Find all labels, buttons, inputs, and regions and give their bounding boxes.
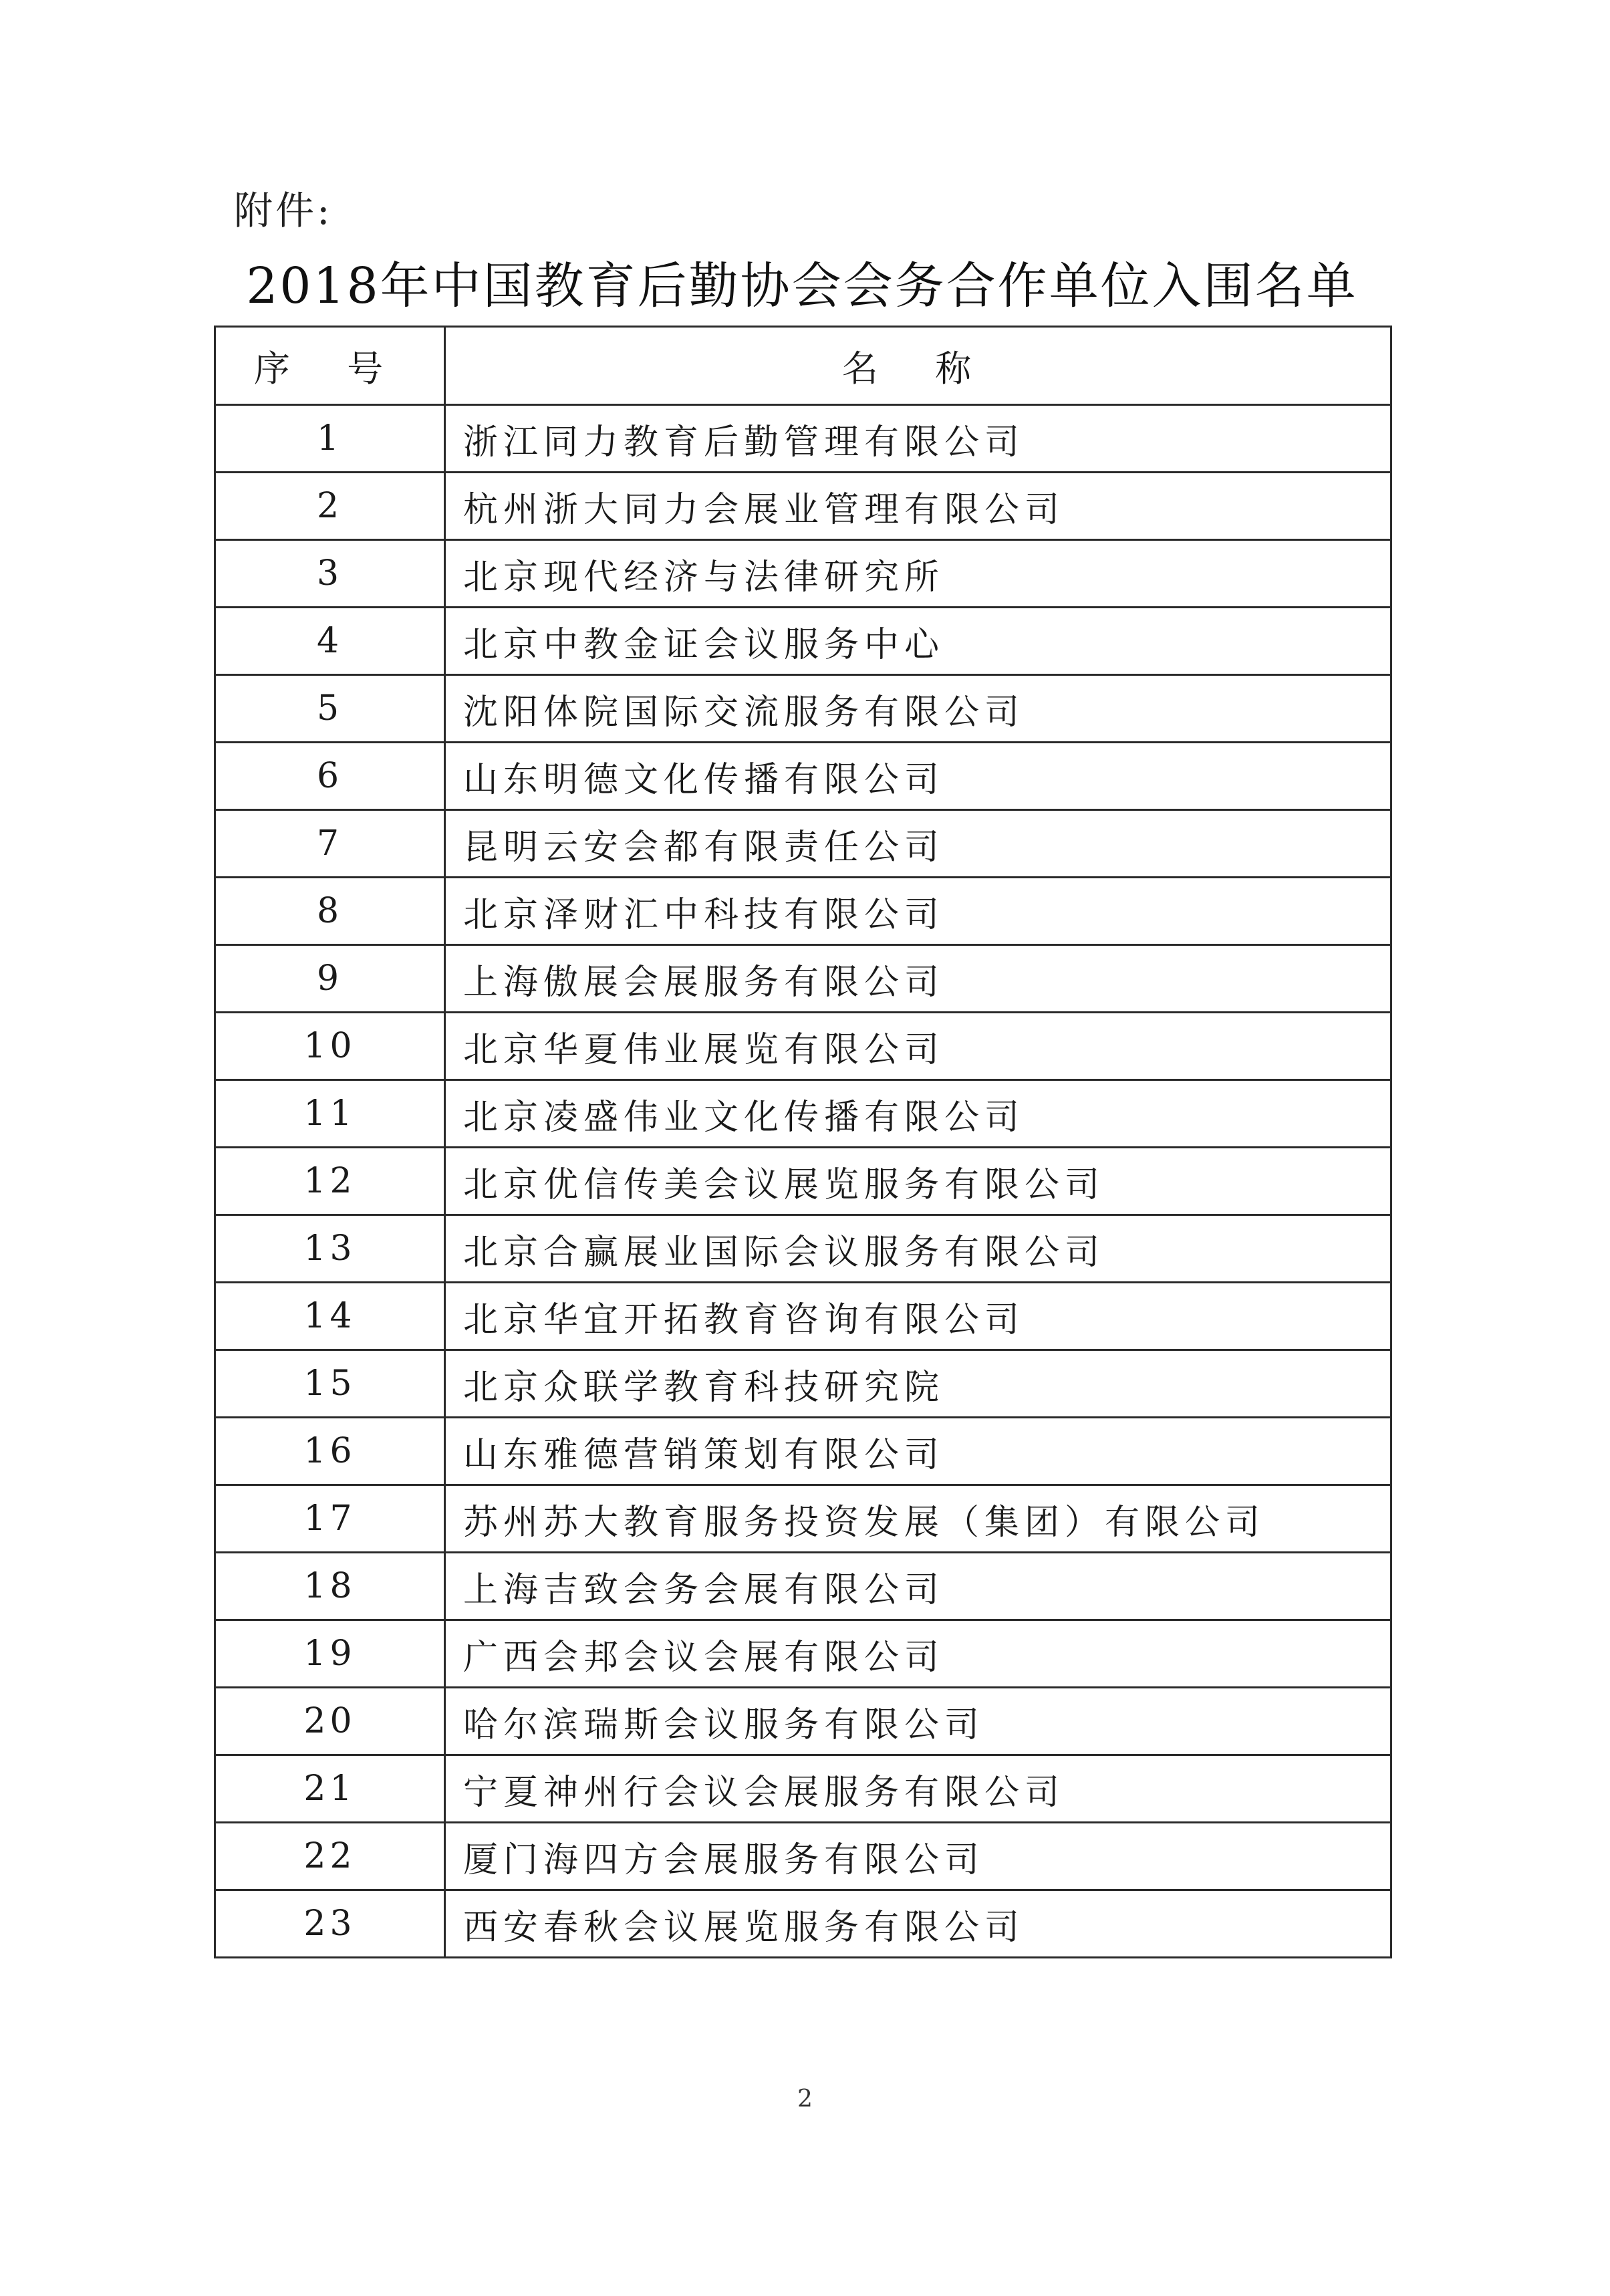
- row-seq: 18: [215, 1553, 445, 1620]
- row-company-name: 浙江同力教育后勤管理有限公司: [445, 405, 1391, 473]
- row-seq: 23: [215, 1890, 445, 1958]
- table-row: [215, 945, 1391, 1013]
- row-company-name: 哈尔滨瑞斯会议服务有限公司: [445, 1688, 1391, 1755]
- row-seq: 21: [215, 1755, 445, 1823]
- row-company-name: 广西会邦会议会展有限公司: [445, 1620, 1391, 1688]
- table-header-row: [215, 327, 1391, 405]
- row-seq: 10: [215, 1013, 445, 1080]
- table-row: [215, 473, 1391, 540]
- table-row: [215, 1418, 1391, 1485]
- row-seq: 12: [215, 1148, 445, 1215]
- table-row: [215, 878, 1391, 945]
- table-row: [215, 743, 1391, 810]
- row-seq: 22: [215, 1823, 445, 1890]
- row-company-name: 宁夏神州行会议会展服务有限公司: [445, 1755, 1391, 1823]
- attachment-label: 附件:: [234, 188, 333, 233]
- table-row: [215, 1485, 1391, 1553]
- row-seq: 2: [215, 473, 445, 540]
- table-row: [215, 1283, 1391, 1350]
- table-row: [215, 1350, 1391, 1418]
- table-row: [215, 405, 1391, 473]
- table-row: [215, 1688, 1391, 1755]
- table-row: [215, 1823, 1391, 1890]
- row-seq: 3: [215, 540, 445, 608]
- row-seq: 13: [215, 1215, 445, 1283]
- row-company-name: 上海吉致会务会展有限公司: [445, 1553, 1391, 1620]
- row-company-name: 北京优信传美会议展览服务有限公司: [445, 1148, 1391, 1215]
- row-company-name: 苏州苏大教育服务投资发展（集团）有限公司: [445, 1485, 1391, 1553]
- row-company-name: 北京众联学教育科技研究院: [445, 1350, 1391, 1418]
- row-company-name: 杭州浙大同力会展业管理有限公司: [445, 473, 1391, 540]
- row-seq: 16: [215, 1418, 445, 1485]
- row-seq: 4: [215, 608, 445, 675]
- table-row: [215, 1553, 1391, 1620]
- row-seq: 5: [215, 675, 445, 743]
- row-seq: 19: [215, 1620, 445, 1688]
- table-row: [215, 675, 1391, 743]
- page-number: 2: [797, 2085, 813, 2113]
- row-company-name: 山东雅德营销策划有限公司: [445, 1418, 1391, 1485]
- row-company-name: 北京凌盛伟业文化传播有限公司: [445, 1080, 1391, 1148]
- row-company-name: 北京现代经济与法律研究所: [445, 540, 1391, 608]
- header-name: 名 称: [445, 327, 1391, 405]
- row-seq: 1: [215, 405, 445, 473]
- table-row: [215, 540, 1391, 608]
- row-seq: 7: [215, 810, 445, 878]
- document-title: 2018年中国教育后勤协会会务合作单位入围名单: [246, 257, 1358, 315]
- row-company-name: 昆明云安会都有限责任公司: [445, 810, 1391, 878]
- table-row: [215, 1620, 1391, 1688]
- row-company-name: 西安春秋会议展览服务有限公司: [445, 1890, 1391, 1958]
- table-row: [215, 810, 1391, 878]
- row-company-name: 山东明德文化传播有限公司: [445, 743, 1391, 810]
- table-row: [215, 1215, 1391, 1283]
- row-company-name: 北京泽财汇中科技有限公司: [445, 878, 1391, 945]
- row-seq: 14: [215, 1283, 445, 1350]
- table-row: [215, 1013, 1391, 1080]
- row-seq: 15: [215, 1350, 445, 1418]
- row-seq: 6: [215, 743, 445, 810]
- header-seq: 序 号: [215, 327, 445, 405]
- row-company-name: 上海傲展会展服务有限公司: [445, 945, 1391, 1013]
- table-row: [215, 1755, 1391, 1823]
- row-company-name: 北京华夏伟业展览有限公司: [445, 1013, 1391, 1080]
- row-company-name: 沈阳体院国际交流服务有限公司: [445, 675, 1391, 743]
- table-row: [215, 1890, 1391, 1958]
- row-seq: 20: [215, 1688, 445, 1755]
- row-company-name: 北京华宜开拓教育咨询有限公司: [445, 1283, 1391, 1350]
- row-seq: 8: [215, 878, 445, 945]
- row-seq: 9: [215, 945, 445, 1013]
- row-company-name: 厦门海四方会展服务有限公司: [445, 1823, 1391, 1890]
- row-company-name: 北京中教金证会议服务中心: [445, 608, 1391, 675]
- table-row: [215, 1080, 1391, 1148]
- table-body: [215, 405, 1391, 1958]
- table-row: [215, 608, 1391, 675]
- table-row: [215, 1148, 1391, 1215]
- row-company-name: 北京合赢展业国际会议服务有限公司: [445, 1215, 1391, 1283]
- shortlist-table: [214, 326, 1392, 1958]
- row-seq: 17: [215, 1485, 445, 1553]
- row-seq: 11: [215, 1080, 445, 1148]
